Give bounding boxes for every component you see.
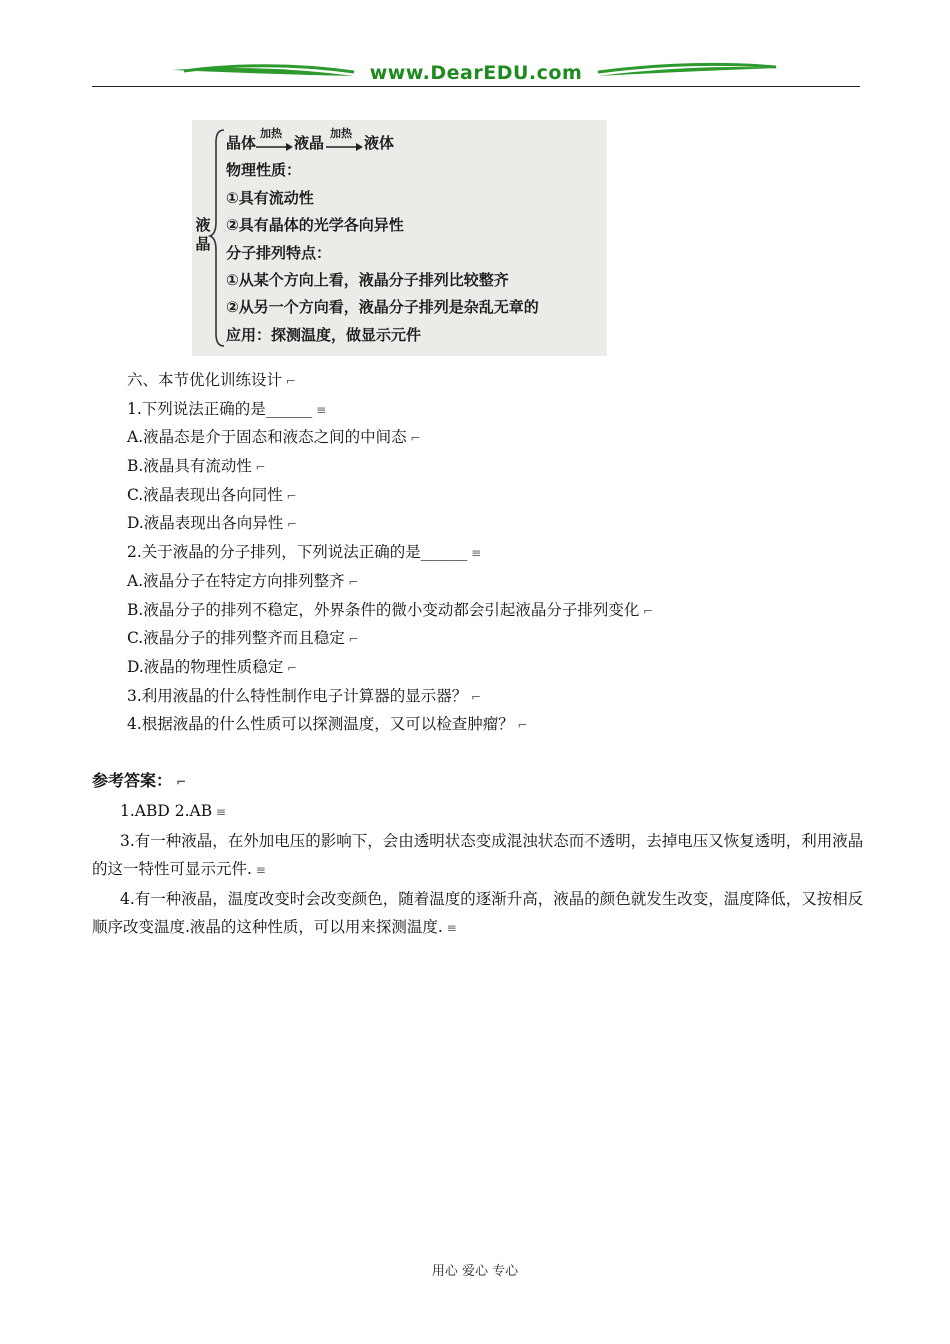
question-line: 2.关于液晶的分子排列，下列说法正确的是______ ≡ — [127, 543, 482, 562]
figure-line: 分子排列特点： — [226, 243, 332, 262]
figure-side-label: 液 晶 — [195, 216, 211, 253]
figure-line: ①具有流动性 — [226, 188, 314, 207]
header-rule — [92, 86, 860, 87]
paragraph-mark-icon: ≡ — [467, 546, 482, 561]
flow-arrow-label: 加热 — [330, 127, 352, 140]
figure-line: 物理性质： — [226, 161, 302, 180]
paragraph-mark-icon: ⌐ — [344, 574, 359, 589]
question-line: 3.利用液晶的什么特性制作电子计算器的显示器？ ⌐ — [127, 686, 482, 705]
paragraph-mark-icon: ≡ — [251, 863, 266, 877]
figure-flow-line — [226, 127, 539, 157]
flow-node-liquid-crystal: 液晶 — [294, 134, 325, 152]
exercise-section — [127, 366, 867, 739]
option-line: A.液晶态是介于固态和液态之间的中间态 ⌐ — [127, 428, 421, 447]
paragraph-mark-icon: ⌐ — [344, 632, 359, 647]
arrow-right-icon — [326, 143, 364, 151]
liquid-crystal-summary-figure — [192, 120, 607, 356]
paragraph-mark-icon: ⌐ — [467, 689, 482, 704]
page-header — [92, 58, 860, 92]
figure-line: ①从某个方向上看，液晶分子排列比较整齐 — [226, 270, 509, 289]
paragraph-mark-icon: ⌐ — [282, 488, 297, 503]
figure-line: 应用：探测温度，做显示元件 — [226, 325, 422, 344]
paragraph-mark-icon: ⌐ — [513, 718, 528, 733]
paragraph-mark-icon: ≡ — [312, 402, 327, 417]
flow-node-liquid: 液体 — [364, 134, 395, 152]
figure-line: ②具有晶体的光学各向异性 — [226, 216, 404, 235]
answer-line: 4.有一种液晶，温度改变时会改变颜色，随着温度的逐渐升高，液晶的颜色就发生改变，温度降低，又按相反顺序改变温度.液晶的这种性质，可以用来探测温度. ≡ — [92, 889, 864, 936]
paragraph-mark-icon: ⌐ — [172, 775, 187, 789]
answer-line: 1.ABD 2.AB ≡ — [120, 802, 226, 820]
option-line: D.液晶表现出各向异性 ⌐ — [127, 514, 298, 533]
figure-lines — [226, 127, 539, 349]
site-name-logo: www.DearEDU.com — [369, 62, 583, 84]
question-line: 1.下列说法正确的是______ ≡ — [127, 399, 327, 418]
paragraph-mark-icon: ⌐ — [406, 431, 421, 446]
paragraph-mark-icon: ⌐ — [282, 374, 296, 388]
option-line: B.液晶具有流动性 ⌐ — [127, 457, 266, 476]
answer-section — [92, 766, 867, 943]
option-line: C.液晶表现出各向同性 ⌐ — [127, 485, 297, 504]
section-title: 六、本节优化训练设计 ⌐ — [127, 371, 296, 389]
question-line: 4.根据液晶的什么性质可以探测温度，又可以检查肿瘤？ ⌐ — [127, 715, 528, 734]
flow-arrow-label: 加热 — [260, 127, 282, 140]
paragraph-mark-icon: ⌐ — [251, 460, 266, 475]
paragraph-mark-icon: ⌐ — [639, 603, 654, 618]
page-footer: 用心 爱心 专心 — [431, 1264, 519, 1279]
paragraph-mark-icon: ⌐ — [283, 517, 298, 532]
paragraph-mark-icon: ≡ — [212, 805, 226, 819]
paragraph-mark-icon: ⌐ — [283, 660, 298, 675]
figure-brace — [208, 128, 226, 348]
arrow-right-icon — [256, 143, 294, 151]
option-line: A.液晶分子在特定方向排列整齐 ⌐ — [127, 571, 359, 590]
option-line: B.液晶分子的排列不稳定，外界条件的微小变动都会引起液晶分子排列变化 ⌐ — [127, 600, 654, 619]
option-line: C.液晶分子的排列整齐而且稳定 ⌐ — [127, 629, 359, 648]
figure-line: ②从另一个方向看，液晶分子排列是杂乱无章的 — [226, 298, 539, 317]
paragraph-mark-icon: ≡ — [442, 921, 457, 935]
answer-line: 3.有一种液晶，在外加电压的影响下，会由透明状态变成混浊状态而不透明，去掉电压又恢复透明，利用液晶的这一特性可显示元件. ≡ — [92, 831, 864, 878]
option-line: D.液晶的物理性质稳定 ⌐ — [127, 657, 298, 676]
answers-title: 参考答案： ⌐ — [92, 771, 187, 790]
flow-node-crystal: 晶体 — [226, 134, 257, 152]
